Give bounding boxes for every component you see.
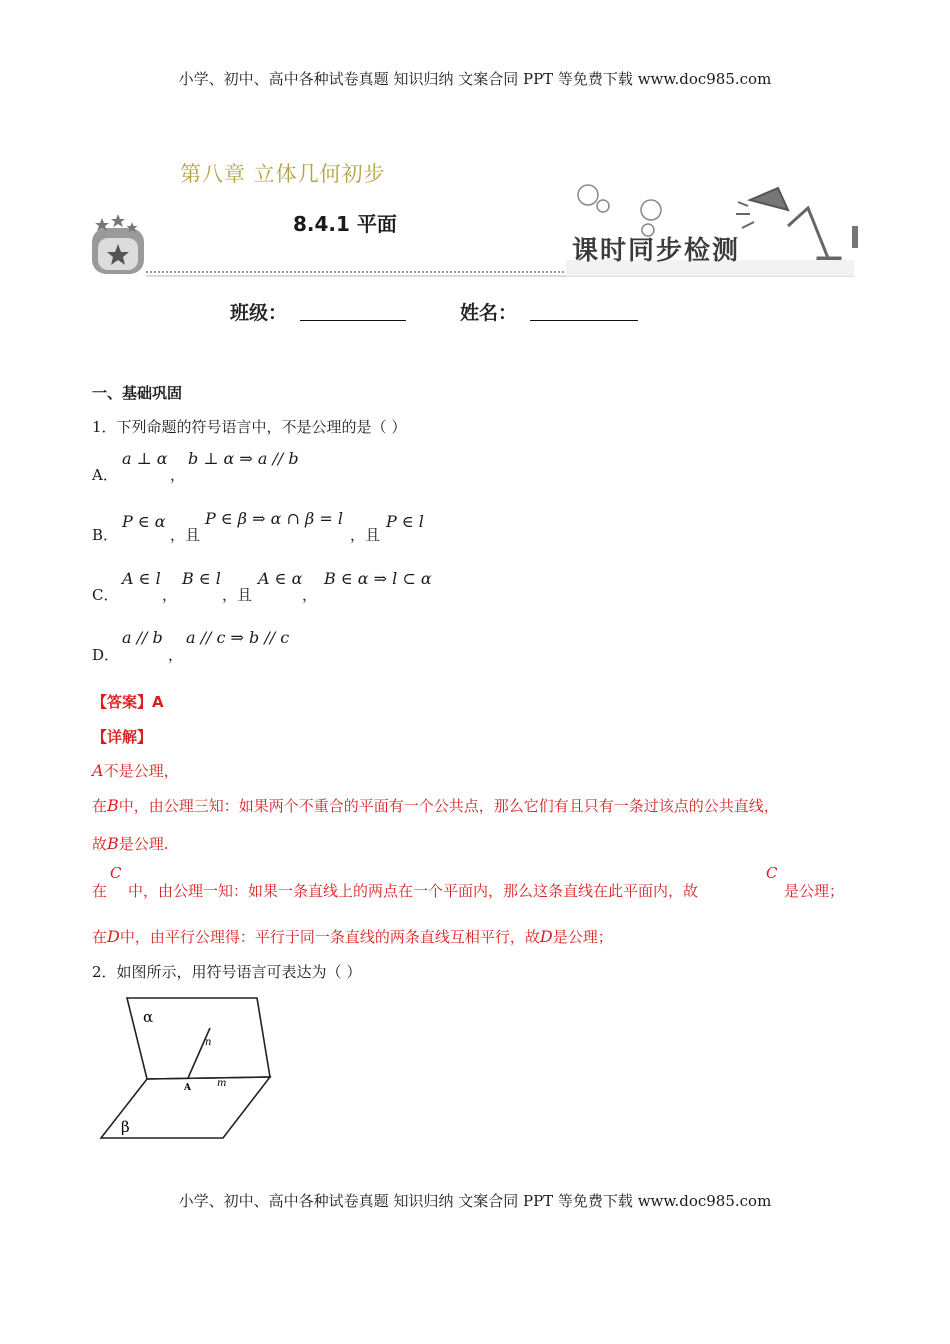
detail-line-3 — [92, 833, 169, 854]
var-b-2: B — [107, 834, 119, 853]
section-title: 8.4.1 平面 — [293, 212, 397, 236]
desk-lamp-icon — [736, 188, 840, 264]
detail-line-3-text: 是公理. — [118, 835, 169, 853]
option-d-sep: ， — [168, 646, 184, 664]
banner-graphic — [88, 180, 858, 280]
answer-block — [92, 691, 164, 712]
page-footer: 小学、初中、高中各种试卷真题 知识归纳 文案合同 PPT 等免费下载 www.doc985.com — [178, 1192, 772, 1210]
var-a: A — [92, 761, 104, 780]
option-c-math-1: A ∈ l — [122, 569, 161, 588]
option-a-sep: ， — [170, 466, 186, 484]
banner-label: 课时同步检测 — [572, 236, 741, 266]
label-a: A — [184, 1083, 191, 1093]
name-field[interactable] — [530, 298, 638, 321]
option-c-conj: ，且 — [222, 586, 253, 604]
var-c-2: C — [766, 864, 778, 882]
detail-line-4-end: 是公理； — [784, 882, 845, 900]
option-d-math-2: a // c ⇒ b // c — [186, 628, 290, 647]
label-m: m — [217, 1078, 227, 1089]
detail-line-3-pre: 故 — [92, 835, 108, 853]
page-header: 小学、初中、高中各种试卷真题 知识归纳 文案合同 PPT 等免费下载 www.doc985.com — [178, 70, 772, 88]
option-b-math-1: P ∈ α — [122, 512, 166, 531]
option-c-sep-1: ， — [162, 586, 178, 604]
option-b-conj-2: ，且 — [350, 526, 381, 544]
line-n — [188, 1028, 210, 1078]
var-d: D — [107, 927, 120, 946]
option-c-math-4: B ∈ α ⇒ l ⊂ α — [324, 569, 432, 588]
option-a-math-2: b ⊥ α ⇒ a // b — [188, 449, 299, 468]
option-d-math-1: a // b — [122, 628, 163, 647]
class-field[interactable] — [300, 298, 406, 321]
option-b-math-2: P ∈ β ⇒ α ∩ β = l — [205, 509, 343, 528]
star-badge-icon — [92, 214, 144, 274]
detail-line-2 — [92, 795, 779, 816]
option-c-math-3: A ∈ α — [258, 569, 303, 588]
option-c-math-2: B ∈ l — [182, 569, 221, 588]
option-c-label: C． — [92, 586, 119, 604]
question-2-stem: 2．如图所示，用符号语言可表达为（ ） — [92, 963, 362, 981]
question-1-stem: 1．下列命题的符号语言中，不是公理的是（ ） — [92, 418, 407, 436]
answer-value: A — [152, 693, 164, 711]
detail-line-4-text: 中，由公理一知：如果一条直线上的两点在一个平面内，那么这条直线在此平面内，故 — [128, 882, 699, 900]
option-b-math-3: P ∈ l — [386, 512, 424, 531]
option-d-label: D． — [92, 646, 120, 664]
detail-line-1-text: 不是公理， — [103, 762, 179, 780]
detail-line-2-pre: 在 — [92, 797, 108, 815]
class-label: 班级： — [230, 302, 288, 324]
answer-label: 【答案】 — [92, 693, 153, 711]
label-n: n — [205, 1037, 212, 1048]
chapter-title: 第八章 立体几何初步 — [180, 162, 386, 186]
detail-line-5 — [92, 926, 613, 947]
var-b: B — [107, 796, 119, 815]
option-a-math-1: a ⊥ α — [122, 449, 168, 468]
detail-line-1 — [92, 760, 179, 781]
part-heading: 一、基础巩固 — [92, 384, 183, 402]
option-b-label: B． — [92, 526, 119, 544]
detail-line-5-text: 中，由平行公理得：平行于同一条直线的两条直线互相平行，故 — [119, 928, 540, 946]
detail-label: 【详解】 — [92, 728, 153, 746]
name-label: 姓名： — [460, 302, 518, 324]
label-beta: β — [121, 1118, 130, 1136]
var-c: C — [110, 864, 122, 882]
option-a-label: A． — [92, 466, 118, 484]
var-d-2: D — [539, 927, 553, 946]
label-alpha: α — [143, 1008, 154, 1026]
detail-line-5-pre: 在 — [92, 928, 108, 946]
detail-line-2-text: 中，由公理三知：如果两个不重合的平面有一个公共点，那么它们有且只有一条过该点的公共直线， — [118, 797, 779, 815]
detail-line-5-end: 是公理； — [552, 928, 613, 946]
detail-line-4-pre: 在 — [92, 882, 108, 900]
plane-figure — [95, 990, 285, 1145]
option-c-sep-2: ， — [302, 586, 318, 604]
bubble-icon — [578, 185, 598, 205]
option-b-conj-1: ，且 — [170, 526, 201, 544]
